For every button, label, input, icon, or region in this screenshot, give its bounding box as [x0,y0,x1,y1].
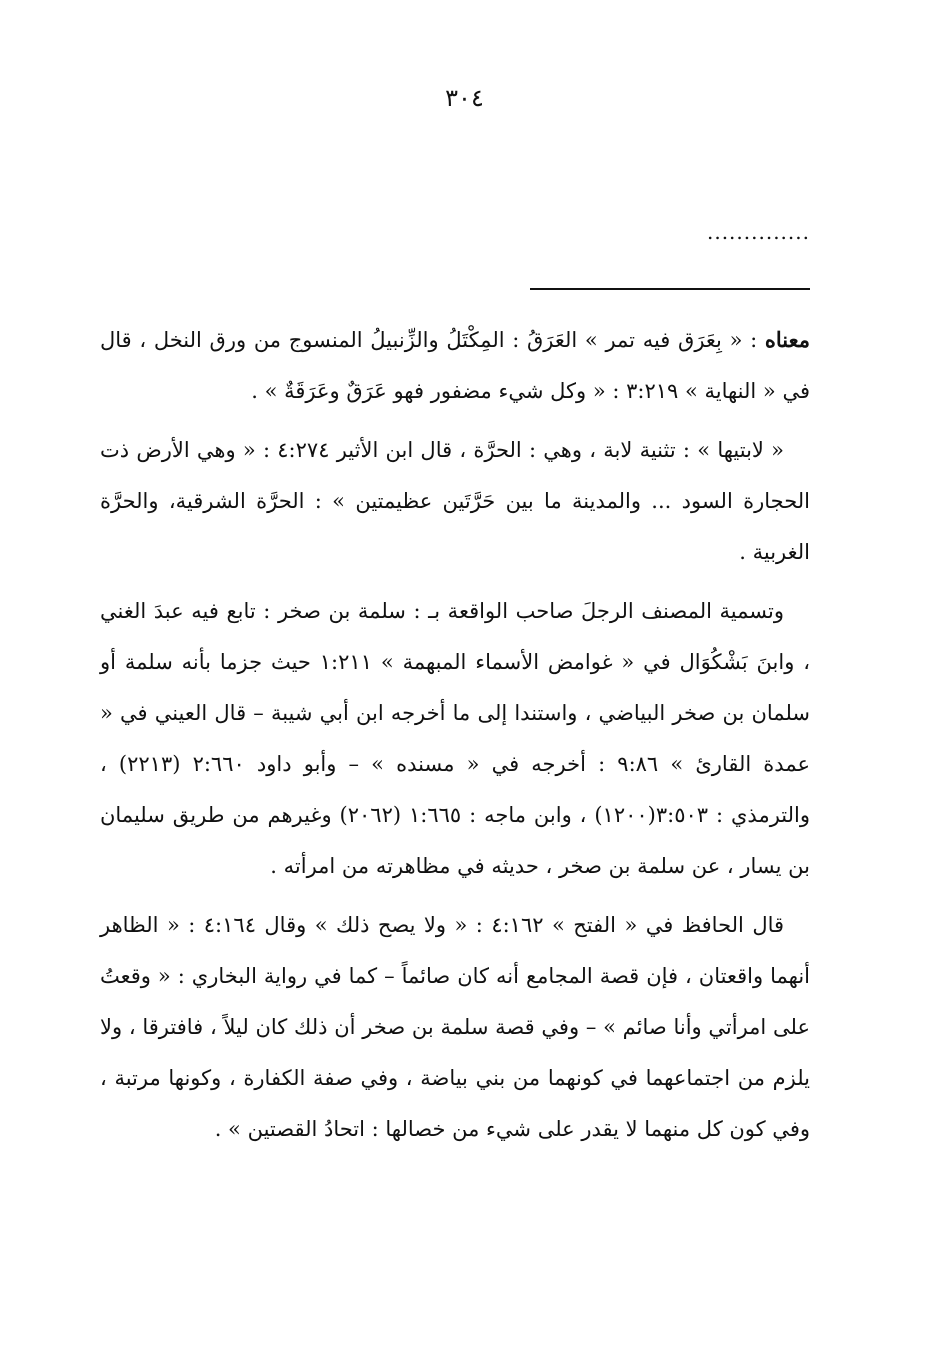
page-number: ٣٠٤ [445,84,484,112]
footnote-separator [530,288,810,290]
footnotes-body [100,314,810,1163]
footnote-paragraph-1 [100,314,810,417]
footnote-paragraph-3: وتسمية المصنف الرجلَ صاحب الواقعة بـ : سلمة بن صخر : تابع فيه عبدَ الغني ، وابنَ بَشْكُوَال في « غوامض الأسماء المبهمة » ١:٢١١ حيث جزما بأنه سلمة أو سلمان بن صخر البياضي ، واستندا إلى ما أخرجه ابن أبي شيبة – قال العيني في « عمدة القارئ » ٩:٨٦ : أخرجه في « مسنده » – وأبو داود ٢:٦٦٠ (٢٢١٣) ، والترمذي : ٣:٥٠٣(١٢٠٠) ، وابن ماجه : ١:٦٦٥ (٢٠٦٢) وغيرهم من طريق سليمان بن يسار ، عن سلمة بن صخر ، حديثه في مظاهرته من امرأته . [100,599,811,878]
footnote-paragraph-4: قال الحافظ في « الفتح » ٤:١٦٢ : « ولا يصح ذلك » وقال ٤:١٦٤ : « الظاهر أنهما واقعتان ، فإن قصة المجامع أنه كان صائماً – كما في رواية البخاري : « وقعتُ على امرأتي وأنا صائم » – وفي قصة سلمة بن صخر أن ذلك كان ليلاً ، فافترقا ، ولا يلزم من اجتماعهما في كونهما من بني بياضة ، وفي صفة الكفارة ، وكونها مرتبة ، وفي كون كل منهما لا يقدر على شيء من خصالها : اتحادُ القصتين » . [100,913,810,1141]
footnote-text-1: : « بِعَرَق فيه تمر » العَرَقُ : المِكْتَلُ والزِّنبيلُ المنسوج من ورق النخل ، قال في « النهاية » ٣:٢١٩ : « وكل شيء مضفور فهو عَرَقٌ وعَرَقَةٌ » . [100,328,810,403]
footnote-paragraph-2: « لابتيها » : تثنية لابة ، وهي : الحرَّة ، قال ابن الأثير ٤:٢٧٤ : « وهي الأرض ذت الحجارة السود ... والمدينة ما بين حَرَّتَين عظيمتين » : الحرَّة الشرقية، والحرَّة الغربية . [100,438,810,564]
ellipsis-dots: .............. [706,220,810,244]
footnote-lead-word: معناه [764,327,810,352]
